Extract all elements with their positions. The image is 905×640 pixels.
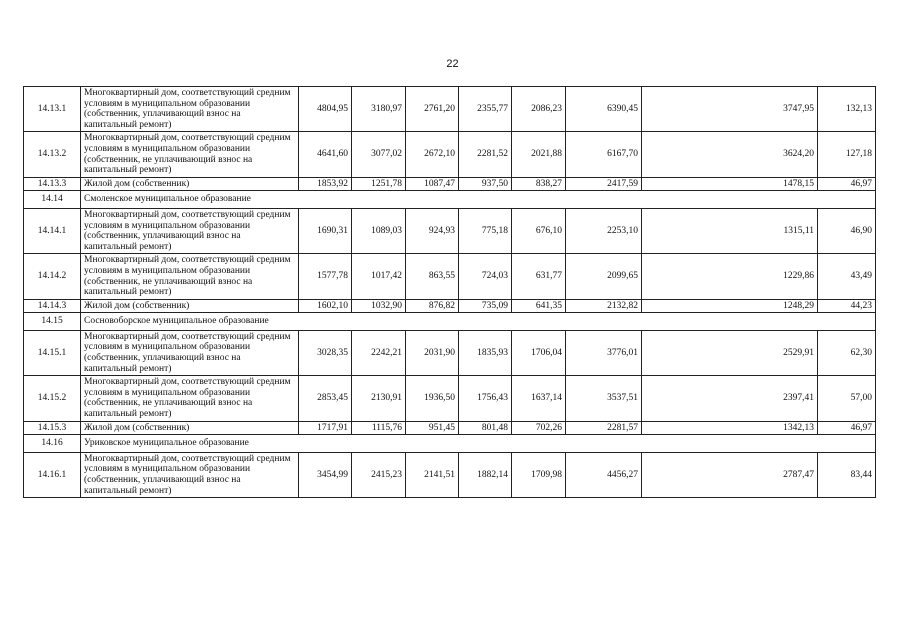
value-cell: 2099,65	[566, 254, 642, 299]
table-body	[24, 87, 876, 498]
value-cell: 951,45	[406, 421, 459, 435]
table-row	[24, 132, 876, 177]
row-description: Многоквартирный дом, соответствующий средним условиям в муниципальном образовании (собственник, уплачивающий взнос на капитальный ремонт)	[81, 87, 299, 132]
value-cell: 1690,31	[299, 208, 352, 253]
value-cell: 1709,98	[512, 452, 566, 497]
value-cell: 132,13	[818, 87, 876, 132]
value-cell: 2253,10	[566, 208, 642, 253]
section-row	[24, 435, 876, 453]
value-cell: 4804,95	[299, 87, 352, 132]
value-cell: 46,97	[818, 421, 876, 435]
value-cell: 1115,76	[352, 421, 406, 435]
table-row	[24, 330, 876, 375]
row-code: 14.16	[24, 435, 81, 453]
value-cell: 43,49	[818, 254, 876, 299]
value-cell: 2853,45	[299, 376, 352, 421]
value-cell: 1089,03	[352, 208, 406, 253]
value-cell: 3747,95	[642, 87, 818, 132]
value-cell: 2761,20	[406, 87, 459, 132]
value-cell: 735,09	[459, 299, 512, 313]
row-description: Жилой дом (собственник)	[81, 421, 299, 435]
section-title: Сосновоборское муниципальное образование	[81, 313, 876, 331]
row-code: 14.13.3	[24, 177, 81, 191]
value-cell: 1315,11	[642, 208, 818, 253]
value-cell: 1478,15	[642, 177, 818, 191]
section-title: Смоленское муниципальное образование	[81, 191, 876, 209]
value-cell: 2281,52	[459, 132, 512, 177]
value-cell: 1602,10	[299, 299, 352, 313]
value-cell: 1342,13	[642, 421, 818, 435]
value-cell: 863,55	[406, 254, 459, 299]
value-cell: 1936,50	[406, 376, 459, 421]
value-cell: 2031,90	[406, 330, 459, 375]
value-cell: 3028,35	[299, 330, 352, 375]
section-title: Уриковское муниципальное образование	[81, 435, 876, 453]
value-cell: 6167,70	[566, 132, 642, 177]
table-row	[24, 299, 876, 313]
value-cell: 3077,02	[352, 132, 406, 177]
value-cell: 2417,59	[566, 177, 642, 191]
row-code: 14.16.1	[24, 452, 81, 497]
value-cell: 3180,97	[352, 87, 406, 132]
row-description: Многоквартирный дом, соответствующий средним условиям в муниципальном образовании (собственник, уплачивающий взнос на капитальный ремонт)	[81, 452, 299, 497]
value-cell: 838,27	[512, 177, 566, 191]
value-cell: 876,82	[406, 299, 459, 313]
value-cell: 46,97	[818, 177, 876, 191]
row-code: 14.15	[24, 313, 81, 331]
row-description: Многоквартирный дом, соответствующий средним условиям в муниципальном образовании (собственник, уплачивающий взнос на капитальный ремонт)	[81, 330, 299, 375]
value-cell: 2415,23	[352, 452, 406, 497]
row-code: 14.15.1	[24, 330, 81, 375]
row-code: 14.15.2	[24, 376, 81, 421]
value-cell: 1017,42	[352, 254, 406, 299]
value-cell: 924,93	[406, 208, 459, 253]
table-row	[24, 376, 876, 421]
value-cell: 1835,93	[459, 330, 512, 375]
value-cell: 1853,92	[299, 177, 352, 191]
value-cell: 4641,60	[299, 132, 352, 177]
value-cell: 4456,27	[566, 452, 642, 497]
table-row	[24, 177, 876, 191]
row-description: Жилой дом (собственник)	[81, 177, 299, 191]
value-cell: 3454,99	[299, 452, 352, 497]
value-cell: 2672,10	[406, 132, 459, 177]
value-cell: 1229,86	[642, 254, 818, 299]
value-cell: 1251,78	[352, 177, 406, 191]
row-code: 14.13.1	[24, 87, 81, 132]
value-cell: 2787,47	[642, 452, 818, 497]
page-number: 22	[446, 58, 459, 70]
row-description: Многоквартирный дом, соответствующий средним условиям в муниципальном образовании (собственник, уплачивающий взнос на капитальный ремонт)	[81, 208, 299, 253]
row-code: 14.14	[24, 191, 81, 209]
value-cell: 3776,01	[566, 330, 642, 375]
value-cell: 2132,82	[566, 299, 642, 313]
value-cell: 6390,45	[566, 87, 642, 132]
tariff-table	[23, 86, 876, 498]
value-cell: 2021,88	[512, 132, 566, 177]
row-code: 14.14.1	[24, 208, 81, 253]
value-cell: 1248,29	[642, 299, 818, 313]
value-cell: 2141,51	[406, 452, 459, 497]
row-code: 14.14.3	[24, 299, 81, 313]
value-cell: 631,77	[512, 254, 566, 299]
value-cell: 127,18	[818, 132, 876, 177]
value-cell: 1087,47	[406, 177, 459, 191]
value-cell: 2281,57	[566, 421, 642, 435]
value-cell: 1637,14	[512, 376, 566, 421]
value-cell: 57,00	[818, 376, 876, 421]
row-description: Многоквартирный дом, соответствующий средним условиям в муниципальном образовании (собственник, не уплачивающий взнос на капитальный ремонт)	[81, 376, 299, 421]
value-cell: 1717,91	[299, 421, 352, 435]
value-cell: 702,26	[512, 421, 566, 435]
value-cell: 3537,51	[566, 376, 642, 421]
value-cell: 641,35	[512, 299, 566, 313]
value-cell: 676,10	[512, 208, 566, 253]
value-cell: 1706,04	[512, 330, 566, 375]
row-description: Жилой дом (собственник)	[81, 299, 299, 313]
value-cell: 44,23	[818, 299, 876, 313]
value-cell: 1577,78	[299, 254, 352, 299]
row-description: Многоквартирный дом, соответствующий средним условиям в муниципальном образовании (собственник, не уплачивающий взнос на капитальный ремонт)	[81, 132, 299, 177]
table-row	[24, 208, 876, 253]
value-cell: 62,30	[818, 330, 876, 375]
row-code: 14.15.3	[24, 421, 81, 435]
value-cell: 83,44	[818, 452, 876, 497]
value-cell: 2397,41	[642, 376, 818, 421]
section-row	[24, 191, 876, 209]
value-cell: 724,03	[459, 254, 512, 299]
value-cell: 1756,43	[459, 376, 512, 421]
row-code: 14.13.2	[24, 132, 81, 177]
table-row	[24, 87, 876, 132]
value-cell: 2086,23	[512, 87, 566, 132]
value-cell: 2355,77	[459, 87, 512, 132]
row-description: Многоквартирный дом, соответствующий средним условиям в муниципальном образовании (собственник, не уплачивающий взнос на капитальный ремонт)	[81, 254, 299, 299]
table-row	[24, 452, 876, 497]
value-cell: 46,90	[818, 208, 876, 253]
value-cell: 801,48	[459, 421, 512, 435]
value-cell: 2242,21	[352, 330, 406, 375]
value-cell: 2529,91	[642, 330, 818, 375]
value-cell: 1032,90	[352, 299, 406, 313]
row-code: 14.14.2	[24, 254, 81, 299]
value-cell: 3624,20	[642, 132, 818, 177]
section-row	[24, 313, 876, 331]
value-cell: 937,50	[459, 177, 512, 191]
table-row	[24, 421, 876, 435]
value-cell: 1882,14	[459, 452, 512, 497]
value-cell: 2130,91	[352, 376, 406, 421]
table-row	[24, 254, 876, 299]
value-cell: 775,18	[459, 208, 512, 253]
